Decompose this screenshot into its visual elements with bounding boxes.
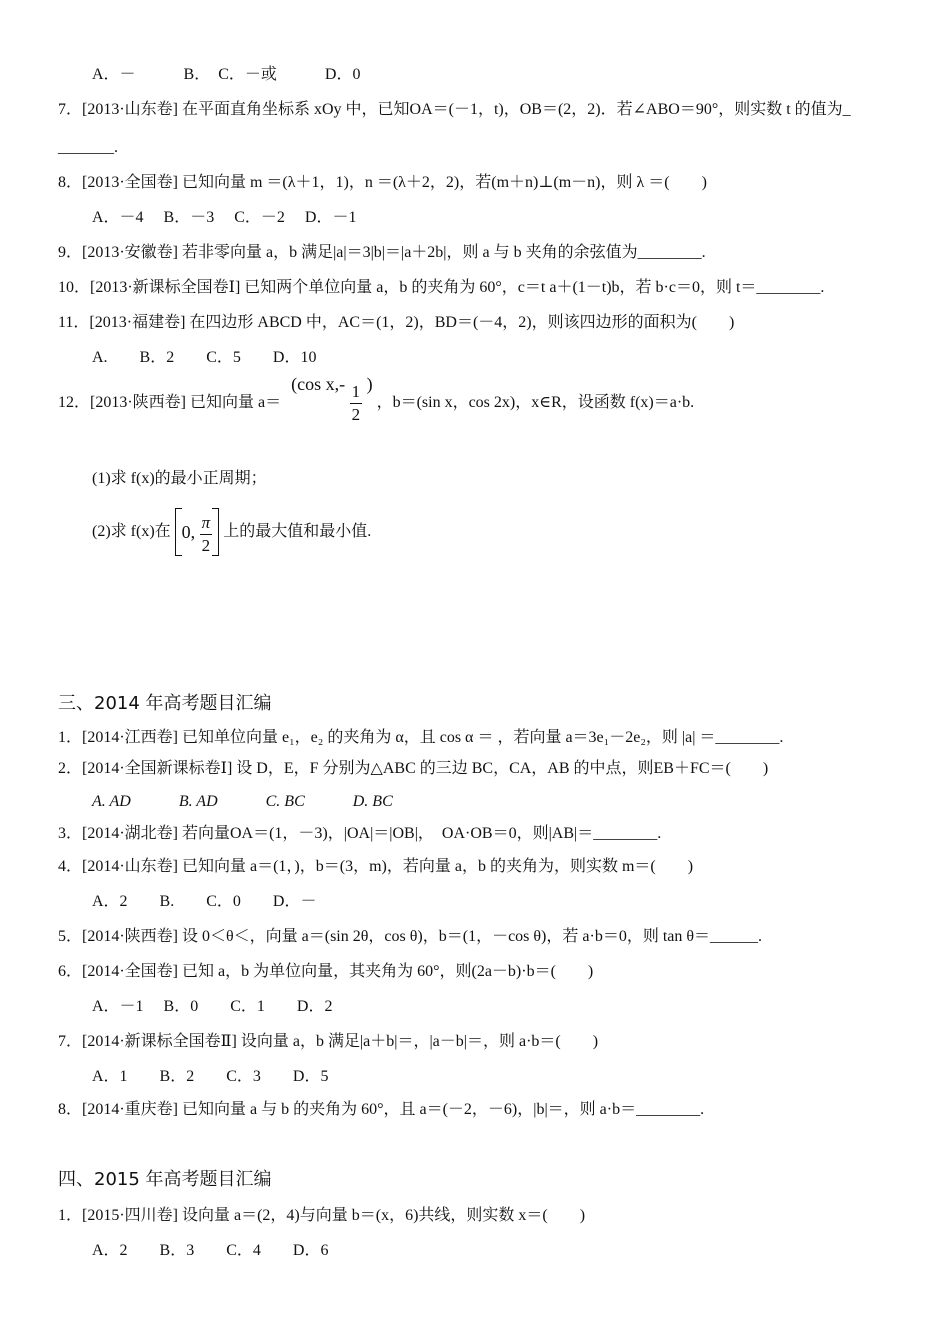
q12-fraction [350, 381, 363, 426]
q12-vector-left: (cos x,- [291, 374, 346, 394]
q12-interval-num: π [200, 512, 213, 535]
section-2014-heading: 三、2014 年高考题目汇编 [58, 693, 272, 714]
q2014-6: 6．[2014·全国卷] 已知 a，b 为单位向量，其夹角为 60°，则(2a－b)·b＝( ) [58, 963, 594, 980]
q2014-7: 7．[2014·新课标全国卷Ⅱ] 设向量 a，b 满足|a＋b|＝，|a－b|＝，则 a·b＝( ) [58, 1033, 599, 1050]
section-2015-heading: 四、2015 年高考题目汇编 [58, 1169, 272, 1190]
q12-part-2 [92, 504, 371, 560]
question-9: 9．[2013·安徽卷] 若非零向量 a，b 满足|a|＝3|b|＝|a＋2b|，则 a 与 b 夹角的余弦值为________. [58, 244, 706, 261]
q12-frac-den: 2 [351, 405, 361, 425]
question-10: 10．[2013·新课标全国卷Ⅰ] 已知两个单位向量 a，b 的夹角为 60°，c＝t a＋(1－t)b，若 b·c＝0，则 t＝________. [58, 279, 825, 296]
question-8: 8．[2013·全国卷] 已知向量 m ＝(λ＋1，1)，n ＝(λ＋2，2)，若(m＋n)⊥(m－n)，则 λ ＝( ) [58, 174, 707, 191]
q2014-7-options: A．1 B．2 C．3 D．5 [92, 1068, 329, 1085]
question-7: 7．[2013·山东卷] 在平面直角坐标系 xOy 中，已知OA＝(－1，t)，OB＝(2，2)．若∠ABO＝90°，则实数 t 的值为_ [58, 101, 851, 118]
q2015-1: 1．[2015·四川卷] 设向量 a＝(2，4)与向量 b＝(x，6)共线，则实数 x＝( ) [58, 1207, 586, 1224]
q2014-5: 5．[2014·陕西卷] 设 0＜θ＜，向量 a＝(sin 2θ，cos θ)，b＝(1，－cos θ)，若 a·b＝0，则 tan θ＝______. [58, 928, 763, 945]
q2014-4: 4．[2014·山东卷] 已知向量 a＝(1，)，b＝(3，m)，若向量 a，b 的夹角为，则实数 m＝( ) [58, 858, 694, 875]
q2014-4-options: A．2 B. C．0 D．－ [92, 893, 317, 910]
q12-interval-frac [200, 512, 213, 557]
q12-interval [175, 508, 220, 556]
q8-options: A．－4 B．－3 C．－2 D．－1 [92, 209, 357, 226]
q12-part-1: (1)求 f(x)的最小正周期； [92, 470, 267, 487]
q6-options: A．－ B． C．－或 D．0 [92, 66, 361, 83]
q2015-1-options: A．2 B．3 C．4 D．6 [92, 1242, 329, 1259]
question-11: 11．[2013·福建卷] 在四边形 ABCD 中，AC＝(1，2)，BD＝(－4，2)，则该四边形的面积为( ) [58, 314, 735, 331]
question-7-answer-blank: _______. [58, 139, 118, 156]
q12-part2-prefix: (2)求 f(x)在 [92, 523, 171, 540]
q12-part2-suffix: 上的最大值和最小值. [223, 523, 372, 540]
q2014-8: 8．[2014·重庆卷] 已知向量 a 与 b 的夹角为 60°，且 a＝(－2，－6)，|b|＝，则 a·b＝________. [58, 1101, 705, 1118]
q2014-3: 3．[2014·湖北卷] 若向量OA＝(1，－3)，|OA|＝|OB|， OA·OB＝0，则|AB|＝________. [58, 825, 662, 842]
q2014-2: 2．[2014·全国新课标卷Ⅰ] 设 D，E，F 分别为△ABC 的三边 BC，CA，AB 的中点，则EB＋FC＝( ) [58, 760, 769, 777]
q12-suffix: ，b＝(sin x，cos 2x)，x∈R，设函数 f(x)＝a·b. [376, 393, 695, 411]
question-12 [58, 374, 695, 426]
q12-interval-den: 2 [201, 535, 211, 555]
q12-vector-right: ) [366, 374, 373, 394]
q12-prefix: 12．[2013·陕西卷] 已知向量 a＝ [58, 393, 282, 411]
q2014-6-options: A．－1 B．0 C．1 D．2 [92, 998, 333, 1015]
q2014-1: 1．[2014·江西卷] 已知单位向量 e₁，e₂ 的夹角为 α，且 cos α ＝ ，若向量 a＝3e₁－2e₂，则 |a| ＝________. [58, 729, 784, 746]
q12-frac-num: 1 [350, 381, 363, 404]
q11-options: A. B．2 C．5 D．10 [92, 349, 317, 366]
q2014-2-options: A. AD B. AD C. BC D. BC [92, 793, 393, 810]
q12-interval-left: 0, [181, 522, 196, 543]
